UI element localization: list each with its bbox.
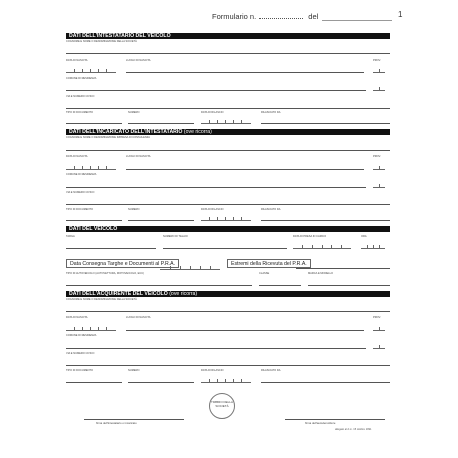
field-data-nascita-2[interactable] — [66, 164, 116, 170]
field-cognome-nome[interactable] — [66, 53, 390, 54]
label-via-civico: VIA E NUMERO CIVICO — [66, 95, 95, 98]
field-prov-2[interactable] — [373, 164, 385, 170]
field-numero-2[interactable] — [128, 220, 194, 221]
label-numero-telaio: NUMERO DI TELAIO — [163, 235, 188, 238]
estremi-ricevuta-box: Estremi della Ricevuta del P.R.A. — [227, 259, 311, 268]
label-marca-modello: MARCA E MODELLO — [308, 272, 334, 275]
label-firma-intestatario: firma dell'intestatario o incaricato — [96, 421, 137, 425]
field-estremi-ricevuta[interactable] — [296, 268, 390, 269]
field-tipo-documento-3[interactable] — [66, 382, 122, 383]
field-data-presa-carico[interactable] — [293, 243, 351, 249]
label-via-civico-3: VIA E NUMERO CIVICO — [66, 352, 95, 355]
field-ora[interactable] — [361, 243, 385, 249]
form-number-field[interactable] — [259, 11, 303, 19]
section-acquirente-header: DATI DELL'ACQUIRENTE DEL VEICOLO (ove ricorra) — [66, 291, 390, 297]
field-comune-residenza-2[interactable] — [66, 187, 366, 188]
label-numero-3: NUMERO — [128, 369, 140, 372]
signature-line-autodemolitore[interactable] — [285, 419, 385, 420]
field-via-civico[interactable] — [66, 108, 390, 109]
field-rilasciato-da[interactable] — [261, 123, 390, 124]
field-prov[interactable] — [373, 67, 385, 73]
field-numero-3[interactable] — [128, 382, 194, 383]
section-incaricato-header: DATI DELL'INCARICATO DELL'INTESTATARIO (ove ricorra) — [66, 129, 390, 135]
stamp-label: TIMBRO DELLA SOCIETÀ — [210, 400, 233, 408]
field-data-consegna[interactable] — [160, 264, 220, 270]
label-prov-3: PROV. — [373, 316, 381, 319]
field-data-nascita[interactable] — [66, 67, 116, 73]
label-tipo-veicolo: TIPO DI AUTOVEICOLO (AUTOVETTURA, MOTOVEICOLO, ECC) — [66, 272, 144, 275]
label-rilasciato-da-2: RILASCIATO DA — [261, 208, 281, 211]
label-data-rilascio-2: DATA DI RILASCIO — [201, 208, 224, 211]
label-via-civico-2: VIA E NUMERO CIVICO — [66, 191, 95, 194]
label-classe: CLASSE — [259, 272, 270, 275]
section-veicolo-header: DATI DEL VEICOLO — [66, 226, 390, 232]
label-prov-2: PROV. — [373, 155, 381, 158]
field-targa[interactable] — [66, 248, 156, 249]
consegna-targhe-box: Data Consegna Targhe e Documenti al P.R.A. — [66, 259, 179, 268]
label-numero-2: NUMERO — [128, 208, 140, 211]
field-classe[interactable] — [259, 285, 301, 286]
label-comune-residenza: COMUNE DI RESIDENZA — [66, 77, 97, 80]
field-prov-residenza-3[interactable] — [373, 343, 385, 349]
label-data-nascita: DATA DI NASCITA — [66, 59, 88, 62]
field-prov-3[interactable] — [373, 325, 385, 331]
field-prov-residenza[interactable] — [373, 85, 385, 91]
label-tipo-documento: TIPO DI DOCUMENTO — [66, 111, 94, 114]
del-label: del — [308, 12, 319, 21]
field-tipo-documento-2[interactable] — [66, 220, 122, 221]
field-data-nascita-3[interactable] — [66, 325, 116, 331]
form-number-header — [212, 11, 392, 21]
label-comune-residenza-2: COMUNE DI RESIDENZA — [66, 173, 97, 176]
label-tipo-documento-2: TIPO DI DOCUMENTO — [66, 208, 94, 211]
field-comune-residenza-3[interactable] — [66, 348, 366, 349]
field-luogo-nascita-3[interactable] — [126, 330, 364, 331]
field-rilasciato-da-3[interactable] — [261, 382, 390, 383]
field-marca-modello[interactable] — [308, 285, 390, 286]
formulario-label: Formulario n. — [212, 12, 257, 21]
field-cognome-nome-3[interactable] — [66, 311, 390, 312]
label-data-nascita-3: DATA DI NASCITA — [66, 316, 88, 319]
field-luogo-nascita-2[interactable] — [126, 169, 364, 170]
label-data-rilascio-3: DATA DI RILASCIO — [201, 369, 224, 372]
label-luogo-nascita-2: LUOGO DI NASCITA — [126, 155, 151, 158]
label-prov: PROV. — [373, 59, 381, 62]
label-tipo-documento-3: TIPO DI DOCUMENTO — [66, 369, 94, 372]
company-stamp-circle — [209, 393, 235, 419]
label-comune-residenza-3: COMUNE DI RESIDENZA — [66, 334, 97, 337]
section-intestatario-header: DATI DELL'INTESTATARIO DEL VEICOLO — [66, 33, 390, 39]
footer-note: allegato al d.m. 15 ottobre 1991 — [335, 428, 372, 431]
field-comune-residenza[interactable] — [66, 90, 366, 91]
field-numero-telaio[interactable] — [163, 248, 287, 249]
field-numero[interactable] — [128, 123, 194, 124]
signature-line-intestatario[interactable] — [84, 419, 184, 420]
field-data-rilascio[interactable] — [201, 118, 251, 124]
label-ora: ORA — [361, 235, 367, 238]
field-data-rilascio-2[interactable] — [201, 215, 251, 221]
label-luogo-nascita: LUOGO DI NASCITA — [126, 59, 151, 62]
field-data-rilascio-3[interactable] — [201, 377, 251, 383]
form-date-field[interactable] — [322, 13, 392, 21]
label-luogo-nascita-3: LUOGO DI NASCITA — [126, 316, 151, 319]
field-luogo-nascita[interactable] — [126, 72, 364, 73]
label-data-rilascio: DATA DI RILASCIO — [201, 111, 224, 114]
field-rilasciato-da-2[interactable] — [261, 220, 390, 221]
label-cognome-nome-3: COGNOME E NOME O DENOMINAZIONE DELLA SOCIETÀ — [66, 298, 137, 301]
field-prov-residenza-2[interactable] — [373, 182, 385, 188]
field-cognome-nome-impresa[interactable] — [66, 150, 390, 151]
label-rilasciato-da: RILASCIATO DA — [261, 111, 281, 114]
label-cognome-nome-impresa: COGNOME E NOME O DENOMINAZIONE IMPRESA DI CONSULENZA — [66, 136, 151, 139]
field-via-civico-3[interactable] — [66, 365, 390, 366]
label-cognome-nome: COGNOME E NOME O DENOMINAZIONE DELLA SOCIETÀ — [66, 40, 137, 43]
label-rilasciato-da-3: RILASCIATO DA — [261, 369, 281, 372]
label-firma-autodemolitore: firma dell'autodemolitore — [305, 421, 336, 425]
label-targa: TARGA — [66, 235, 75, 238]
field-tipo-veicolo[interactable] — [66, 285, 252, 286]
label-numero: NUMERO — [128, 111, 140, 114]
page-number: 1 — [398, 10, 403, 19]
label-data-nascita-2: DATA DI NASCITA — [66, 155, 88, 158]
field-via-civico-2[interactable] — [66, 204, 390, 205]
field-tipo-documento[interactable] — [66, 123, 122, 124]
label-data-presa-carico: DATA DI PRESA IN CARICO — [293, 235, 327, 238]
